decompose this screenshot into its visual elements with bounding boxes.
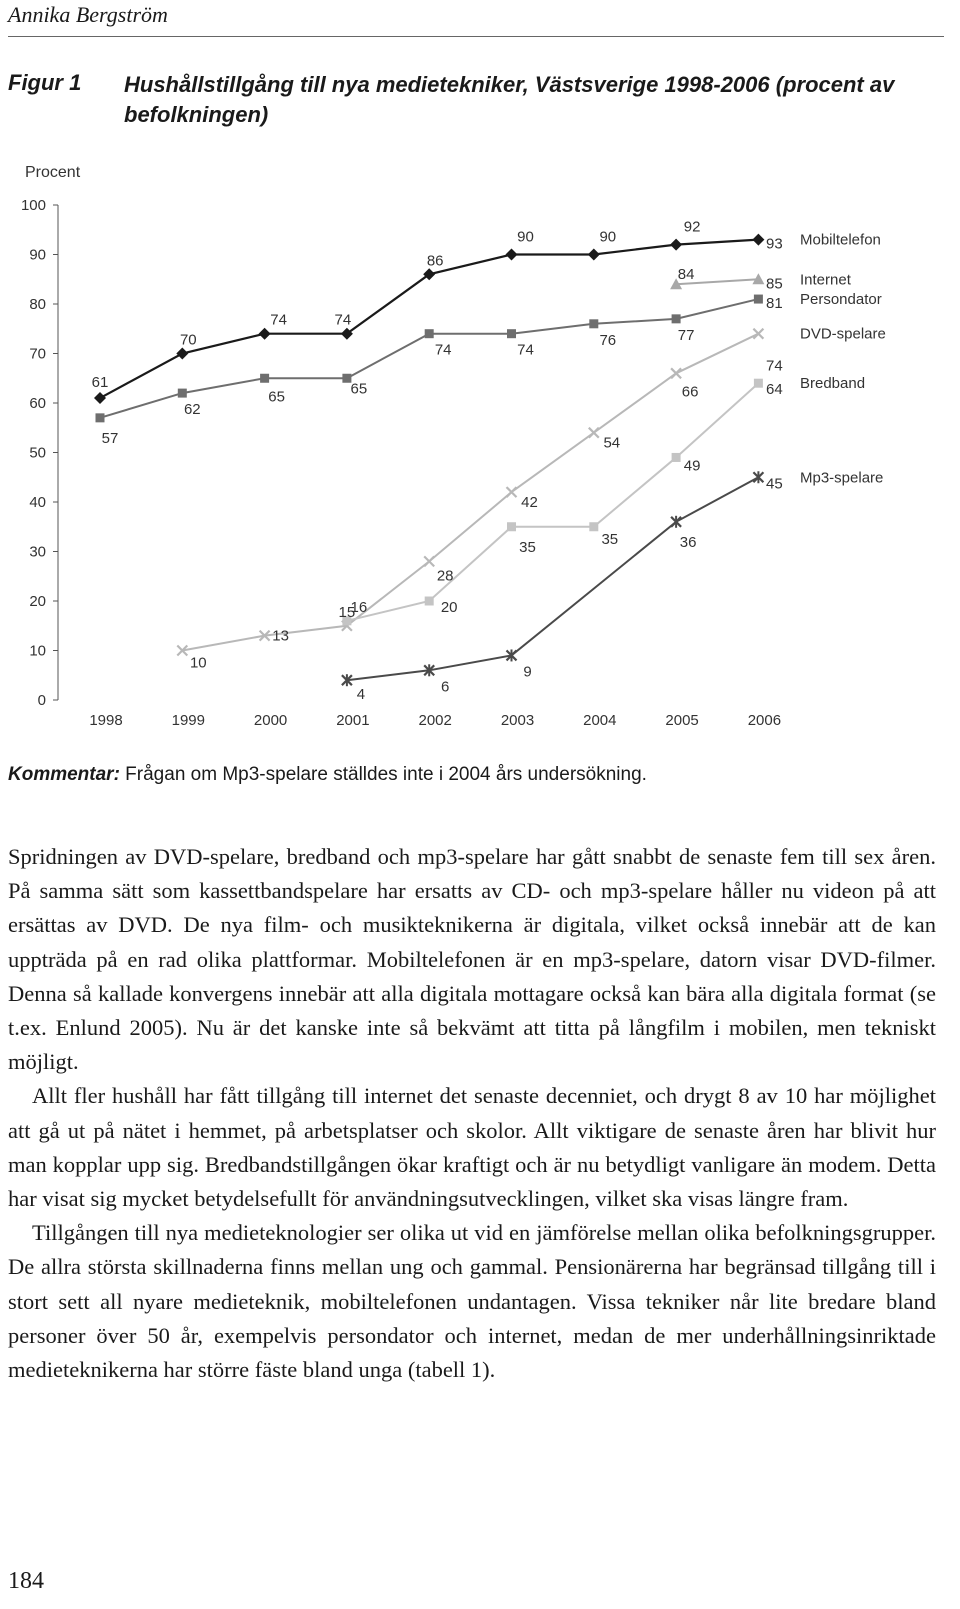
data-point-marker: [507, 522, 516, 531]
data-label: 16: [350, 598, 368, 616]
data-label: 4: [356, 686, 366, 704]
data-label: 35: [519, 538, 536, 556]
y-tick-label: 30: [29, 543, 46, 561]
data-label: 93: [766, 235, 783, 253]
y-tick-label: 20: [29, 593, 46, 610]
y-axis-label: Procent: [25, 164, 81, 181]
data-point-marker: [589, 428, 599, 438]
y-tick-label: 40: [29, 494, 46, 511]
data-label: 74: [434, 341, 452, 359]
data-point-marker: [178, 389, 187, 398]
series-markers: [91, 234, 764, 687]
data-point-marker: [588, 249, 600, 261]
data-label: 49: [683, 457, 701, 475]
legend-entry-mp3-spelare: Mp3-spelare: [800, 469, 884, 487]
series-lines: [100, 240, 758, 681]
data-label: 36: [679, 533, 697, 551]
running-head: Annika Bergström: [8, 2, 168, 27]
x-tick-label: 2000: [253, 712, 288, 729]
data-point-marker: [671, 516, 681, 528]
legend-entry-dvd-spelare: DVD-spelare: [800, 325, 886, 343]
data-point-marker: [506, 249, 518, 261]
y-tick-label: 0: [37, 692, 46, 709]
data-label: 66: [681, 383, 699, 401]
data-label: 28: [436, 567, 454, 585]
legend-entry-mobiltelefon: Mobiltelefon: [800, 231, 881, 249]
data-label: 62: [183, 401, 201, 419]
data-point-marker: [670, 239, 682, 251]
data-point-marker: [260, 374, 269, 383]
paragraph-1: Spridningen av DVD-spelare, bredband och mp3-spelare har gått snabbt de senaste fem till sex åren. På samma sätt som kassettbandspelare har ersatts av CD- och mp3-spelare håller nu videon på att ersättas av DVD. De nya film- och musikteknikerna är digitala, vilket också innebär att de kan uppträda på en rad olika plattformar. Mobiltelefonen är en mp3-spelare, datorn visar DVD-filmer. Denna så kallade konvergens innebär att alla digitala mottagare också kan bära alla digitala format (se t.ex. Enlund 2005). Nu är det kanske inte så bekvämt att titta på långfilm i mobilen, men tekniskt möjligt.: [8, 844, 936, 1075]
data-label: 20: [440, 599, 458, 616]
figure-title: Hushållstillgång till nya medietekniker, Västsverige 1998-2006 (procent av befolkningen): [124, 72, 895, 127]
x-tick-label: 2004: [583, 712, 617, 729]
data-label: 57: [101, 429, 119, 447]
data-label: 76: [599, 331, 617, 349]
x-tick-label: 2002: [418, 712, 452, 729]
data-label: 90: [599, 228, 617, 246]
data-label: 77: [677, 326, 695, 344]
legend: [800, 232, 886, 487]
figure-comment: [8, 764, 647, 786]
data-point-marker: [96, 413, 105, 422]
x-tick-label: 2005: [665, 712, 699, 729]
data-label: 90: [517, 228, 534, 246]
data-label: 74: [334, 311, 352, 329]
data-label: 35: [601, 530, 619, 548]
data-point-marker: [754, 379, 763, 388]
data-point-marker: [425, 597, 434, 606]
data-point-marker: [507, 329, 516, 338]
series-line-persondator: [100, 299, 758, 418]
paragraph-2: Allt fler hushåll har fått tillgång till internet det senaste decenniet, och drygt 8 av 10 har möjlighet att gå ut på nätet i hemmet, på arbetsplatser och skolor. Allt viktigare de senaste åren har blivit hur man kopplar upp sig. Bredbandstillgången ökar kraftigt och är nu betydligt vanligare än modem. Detta har visat sig mycket betydelsefullt för användningsutvecklingen, vilket ska visas längre fram.: [8, 1083, 936, 1212]
data-label: 9: [523, 663, 532, 681]
data-point-marker: [589, 522, 598, 531]
data-label: 74: [766, 357, 783, 375]
data-point-marker: [672, 453, 681, 462]
data-point-marker: [507, 487, 517, 497]
data-point-marker: [754, 295, 763, 304]
data-point-marker: [671, 368, 681, 378]
data-label: 74: [270, 311, 287, 329]
data-point-marker: [259, 328, 271, 340]
data-label: 13: [272, 627, 289, 645]
data-point-marker: [753, 471, 763, 483]
data-label: 74: [517, 341, 534, 359]
data-label: 65: [350, 380, 368, 398]
data-label: 70: [179, 331, 197, 349]
y-tick-label: 80: [29, 296, 46, 313]
y-tick-label: 10: [29, 642, 46, 660]
data-label: 65: [268, 388, 285, 406]
data-label: 45: [766, 475, 783, 493]
data-point-marker: [752, 234, 764, 246]
data-point-marker: [672, 314, 681, 323]
data-label: 85: [766, 275, 783, 293]
data-label: 81: [766, 295, 783, 313]
y-tick-label: 60: [29, 395, 46, 412]
data-label: 54: [603, 434, 621, 452]
data-label: 86: [426, 252, 444, 270]
comment-text: Frågan om Mp3-spelare ställdes inte i 2004 års undersökning.: [119, 764, 647, 785]
axes: [21, 197, 781, 729]
data-point-marker: [176, 348, 188, 360]
paragraph-3: Tillgången till nya medieteknologier ser olika ut vid en jämförelse mellan olika befolkningsgrupper. De allra största skillnaderna finns mellan ung och gammal. Pensionärerna har begränsad tillgång till i stort sett all nyare medieteknik, mobiltelefonen undantagen. Vissa tekniker når lite bredare bland personer över 50 år, exempelvis persondator och internet, medan de mer underhållningsinriktade medieteknikerna har större fäste bland unga (tabell 1).: [8, 1220, 936, 1383]
data-point-marker: [425, 329, 434, 338]
data-point-marker: [589, 319, 598, 328]
data-point-marker: [424, 556, 434, 566]
x-tick-label: 2003: [500, 712, 535, 729]
data-label: 92: [683, 218, 701, 236]
legend-entry-persondator: Persondator: [800, 291, 882, 309]
x-tick-label: 2001: [336, 712, 370, 729]
y-tick-label: 70: [29, 345, 46, 363]
data-label: 15: [338, 603, 356, 621]
y-tick-label: 100: [20, 197, 46, 214]
legend-entry-internet: Internet: [800, 271, 851, 289]
data-label: 6: [441, 678, 450, 696]
body-text: [8, 840, 936, 1387]
x-tick-label: 1998: [89, 712, 123, 729]
figure-label: Figur 1: [8, 70, 82, 95]
y-tick-label: 50: [29, 444, 46, 462]
data-label: 42: [521, 494, 538, 512]
y-tick-label: 90: [29, 246, 46, 264]
data-label: 84: [677, 266, 695, 284]
data-label: 61: [91, 374, 109, 392]
x-tick-label: 2006: [747, 712, 782, 729]
x-tick-label: 1999: [171, 712, 205, 729]
data-label: 10: [189, 654, 207, 672]
legend-entry-bredband: Bredband: [800, 375, 866, 393]
data-point-marker: [753, 329, 763, 339]
header-rule: [8, 36, 944, 37]
comment-bold: Kommentar:: [8, 764, 120, 785]
data-label: 64: [766, 381, 783, 399]
data-point-marker: [94, 392, 106, 404]
page-number: 184: [8, 1568, 44, 1594]
series-line-bredband: [347, 383, 759, 621]
line-chart: [0, 150, 960, 750]
